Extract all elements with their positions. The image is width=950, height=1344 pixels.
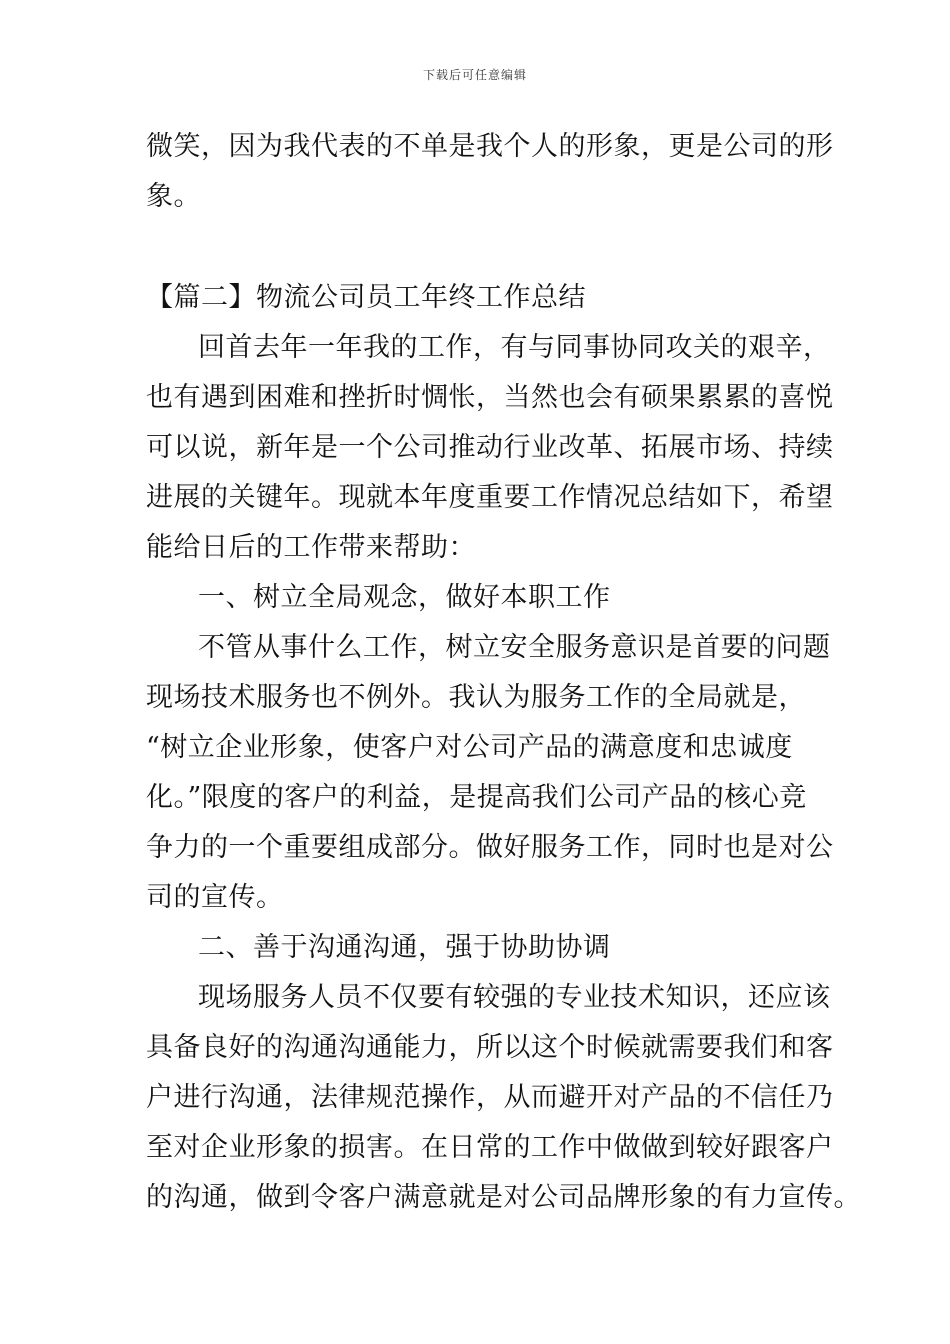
text-line: 可以说，新年是一个公司推动行业改革、拓展市场、持续 [146, 432, 834, 463]
text-line: 微笑，因为我代表的不单是我个人的形象，更是公司的形 [146, 131, 834, 162]
text-line: 也有遇到困难和挫折时惆怅，当然也会有硕果累累的喜悦 [146, 382, 834, 413]
subheading-2: 二、善于沟通沟通，强于协助协调 [198, 932, 611, 963]
text-line: 象。 [146, 181, 201, 212]
text-line: 至对企业形象的损害。在日常的工作中做做到较好跟客户 [146, 1132, 834, 1163]
text-line: 司的宣传。 [146, 882, 284, 913]
text-line: 争力的一个重要组成部分。做好服务工作，同时也是对公 [146, 832, 834, 863]
text-line: 化。”限度的客户的利益，是提高我们公司产品的核心竞 [146, 782, 807, 813]
paragraph-first-line: 回首去年一年我的工作，有与同事协同攻关的艰辛， [198, 332, 831, 363]
subheading-1: 一、树立全局观念，做好本职工作 [198, 582, 611, 613]
text-line: 能给日后的工作带来帮助： [146, 532, 476, 563]
text-line: “树立企业形象，使客户对公司产品的满意度和忠诚度 [146, 732, 793, 763]
text-line: 现场技术服务也不例外。我认为服务工作的全局就是， [146, 682, 806, 713]
text-line: 具备良好的沟通沟通能力，所以这个时候就需要我们和客 [146, 1032, 834, 1063]
text-line: 户进行沟通，法律规范操作，从而避开对产品的不信任乃 [146, 1082, 834, 1113]
paragraph-first-line: 现场服务人员不仅要有较强的专业技术知识，还应该 [198, 982, 831, 1013]
page-header-note: 下载后可任意编辑 [422, 68, 527, 82]
text-line: 的沟通，做到令客户满意就是对公司品牌形象的有力宣传。 [146, 1182, 861, 1213]
section-title: 【篇二】物流公司员工年终工作总结 [146, 282, 586, 313]
paragraph-first-line: 不管从事什么工作，树立安全服务意识是首要的问题 [198, 632, 831, 663]
text-line: 进展的关键年。现就本年度重要工作情况总结如下，希望 [146, 482, 834, 513]
